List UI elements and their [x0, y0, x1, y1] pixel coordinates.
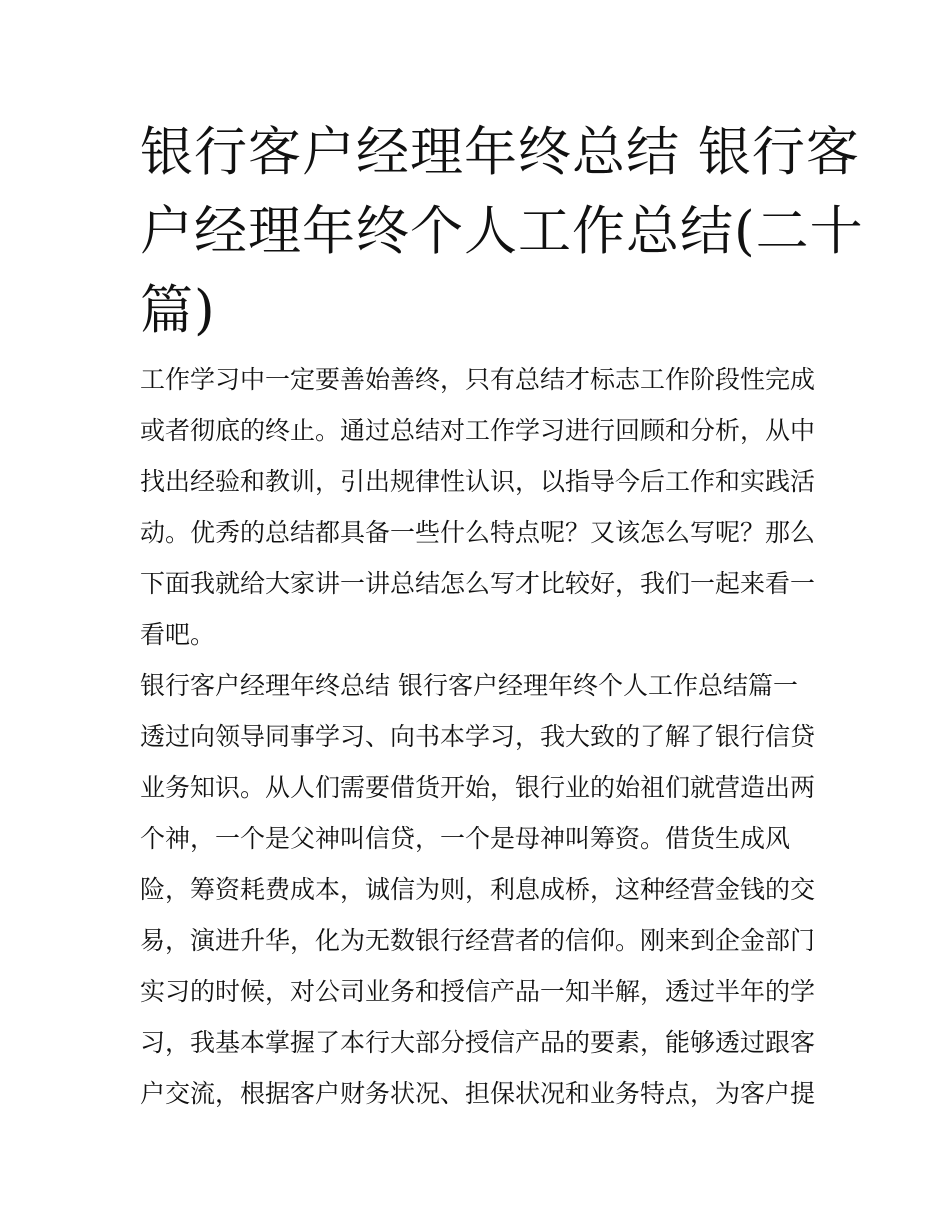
body-line: 习，我基本掌握了本行大部分授信产品的要素，能够透过跟客 [140, 1028, 816, 1057]
body-line: 险，筹资耗费成本，诚信为则，利息成桥，这种经营金钱的交 [140, 875, 816, 904]
body-line: 实习的时候，对公司业务和授信产品一知半解，透过半年的学 [140, 977, 816, 1006]
body-line: 易，演进升华，化为无数银行经营者的信仰。刚来到企金部门 [140, 926, 816, 955]
body-line: 动。优秀的总结都具备一些什么特点呢？又该怎么写呢？那么 [140, 518, 816, 547]
document-body [140, 354, 830, 1119]
body-line: 或者彻底的终止。通过总结对工作学习进行回顾和分析，从中 [140, 416, 816, 445]
body-line: 工作学习中一定要善始善终，只有总结才标志工作阶段性完成 [140, 365, 816, 394]
body-line: 下面我就给大家讲一讲总结怎么写才比较好，我们一起来看一 [140, 569, 816, 598]
document-title [140, 113, 864, 350]
body-line: 找出经验和教训，引出规律性认识，以指导今后工作和实践活 [140, 467, 816, 496]
section-heading: 银行客户经理年终总结 银行客户经理年终个人工作总结篇一 [140, 671, 798, 700]
body-line: 看吧。 [140, 620, 216, 649]
body-line: 个神，一个是父神叫信贷，一个是母神叫筹资。借货生成风 [140, 824, 791, 853]
body-line: 透过向领导同事学习、向书本学习，我大致的了解了银行信贷 [140, 722, 816, 751]
title-line: 篇) [140, 280, 216, 341]
title-line: 户经理年终个人工作总结(二十 [140, 201, 864, 262]
body-line: 业务知识。从人们需要借货开始，银行业的始祖们就营造出两 [140, 773, 816, 802]
title-line: 银行客户经理年终总结 银行客 [140, 122, 860, 183]
body-line: 户交流，根据客户财务状况、担保状况和业务特点，为客户提 [140, 1079, 816, 1108]
